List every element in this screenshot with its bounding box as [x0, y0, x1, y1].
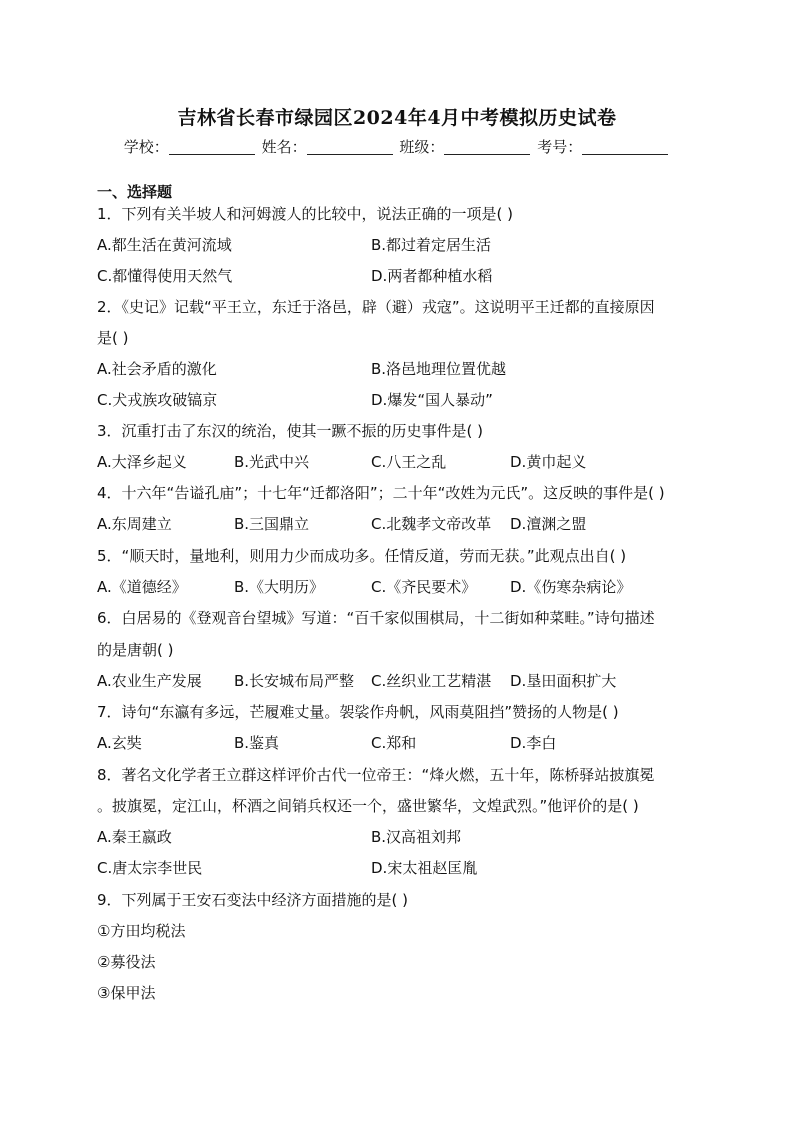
- question-7-option-c[interactable]: C.郑和: [371, 734, 417, 752]
- section-heading: 一、选择题: [97, 183, 173, 201]
- page-title: 吉林省长春市绿园区2024年4月中考模拟历史试卷: [177, 107, 617, 129]
- question-2-option-a[interactable]: A.社会矛盾的激化: [97, 360, 217, 378]
- question-8-option-b[interactable]: B.汉高祖刘邦: [371, 828, 462, 846]
- class-blank[interactable]: [444, 139, 530, 155]
- number-blank[interactable]: [582, 139, 668, 155]
- question-5-option-a[interactable]: A.《道德经》: [97, 578, 187, 596]
- class-label: 班级：: [399, 138, 445, 156]
- question-2-stem-line-2: 是( ): [97, 329, 129, 347]
- question-7-stem: 7．诗句“东瀛有多远，芒履难丈量。袈裟作舟帆，风雨莫阻挡”赞扬的人物是( ): [97, 703, 619, 721]
- question-6-option-d[interactable]: D.垦田面积扩大: [510, 672, 617, 690]
- question-8-option-a[interactable]: A.秦王嬴政: [97, 828, 172, 846]
- name-blank[interactable]: [307, 139, 393, 155]
- name-label: 姓名：: [261, 138, 307, 156]
- question-9-item-1[interactable]: ①方田均税法: [97, 922, 186, 940]
- question-4-stem: 4．十六年“告谥孔庙”；十七年“迁都洛阳”；二十年“改姓为元氏”。这反映的事件是( ): [97, 484, 665, 502]
- question-4-option-d[interactable]: D.澶渊之盟: [510, 515, 587, 533]
- question-6-option-a[interactable]: A.农业生产发展: [97, 672, 202, 690]
- question-5-option-c[interactable]: C.《齐民要术》: [371, 578, 477, 596]
- question-2-option-c[interactable]: C.犬戎族攻破镐京: [97, 391, 218, 409]
- question-6-option-c[interactable]: C.丝织业工艺精湛: [371, 672, 492, 690]
- question-3-option-c[interactable]: C.八王之乱: [371, 453, 447, 471]
- number-label: 考号：: [537, 138, 583, 156]
- question-2-stem-line-1: 2．《史记》记载“平王立，东迁于洛邑，辟（避）戎寇”。这说明平王迁都的直接原因: [97, 298, 655, 316]
- question-8-stem-line-1: 8．著名文化学者王立群这样评价古代一位帝王：“烽火燃，五十年，陈桥驿站披旗冕: [97, 766, 655, 784]
- question-9-stem: 9．下列属于王安石变法中经济方面措施的是( ): [97, 891, 409, 909]
- question-8-option-c[interactable]: C.唐太宗李世民: [97, 859, 203, 877]
- question-5-option-b[interactable]: B.《大明历》: [234, 578, 325, 596]
- question-1-option-b[interactable]: B.都过着定居生活: [371, 236, 492, 254]
- question-2-option-b[interactable]: B.洛邑地理位置优越: [371, 360, 507, 378]
- question-4-option-c[interactable]: C.北魏孝文帝改革: [371, 515, 492, 533]
- question-9-item-2[interactable]: ②募役法: [97, 953, 156, 971]
- question-3-stem: 3．沉重打击了东汉的统治，使其一蹶不振的历史事件是( ): [97, 422, 484, 440]
- question-6-option-b[interactable]: B.长安城布局严整: [234, 672, 355, 690]
- question-3-option-a[interactable]: A.大泽乡起义: [97, 453, 187, 471]
- question-6-stem-line-1: 6．白居易的《登观音台望城》写道：“百千家似围棋局，十二街如种菜畦。”诗句描述: [97, 609, 655, 627]
- question-3-option-b[interactable]: B.光武中兴: [234, 453, 310, 471]
- school-blank[interactable]: [169, 139, 255, 155]
- question-8-stem-line-2: 。披旗冕，定江山，杯酒之间销兵权还一个，盛世繁华，文煌武烈。”他评价的是( ): [97, 797, 639, 815]
- question-5-stem: 5．“顺天时，量地利，则用力少而成功多。任情反道，劳而无获。”此观点出自( ): [97, 547, 627, 565]
- question-4-option-a[interactable]: A.东周建立: [97, 515, 172, 533]
- student-info-row: [0, 136, 794, 157]
- question-7-option-b[interactable]: B.鉴真: [234, 734, 280, 752]
- question-1-option-d[interactable]: D.两者都种植水稻: [371, 267, 493, 285]
- question-7-option-d[interactable]: D.李白: [510, 734, 557, 752]
- question-1-option-a[interactable]: A.都生活在黄河流域: [97, 236, 232, 254]
- question-1-option-c[interactable]: C.都懂得使用天然气: [97, 267, 233, 285]
- question-6-stem-line-2: 的是唐朝( ): [97, 641, 174, 659]
- question-8-option-d[interactable]: D.宋太祖赵匡胤: [371, 859, 478, 877]
- question-9-item-3[interactable]: ③保甲法: [97, 984, 156, 1002]
- question-3-option-d[interactable]: D.黄巾起义: [510, 453, 587, 471]
- school-label: 学校：: [123, 138, 169, 156]
- question-5-option-d[interactable]: D.《伤寒杂病论》: [510, 578, 632, 596]
- question-2-option-d[interactable]: D.爆发“国人暴动”: [371, 391, 493, 409]
- question-7-option-a[interactable]: A.玄奘: [97, 734, 142, 752]
- question-1-stem: 1．下列有关半坡人和河姆渡人的比较中，说法正确的一项是( ): [97, 205, 514, 223]
- question-4-option-b[interactable]: B.三国鼎立: [234, 515, 310, 533]
